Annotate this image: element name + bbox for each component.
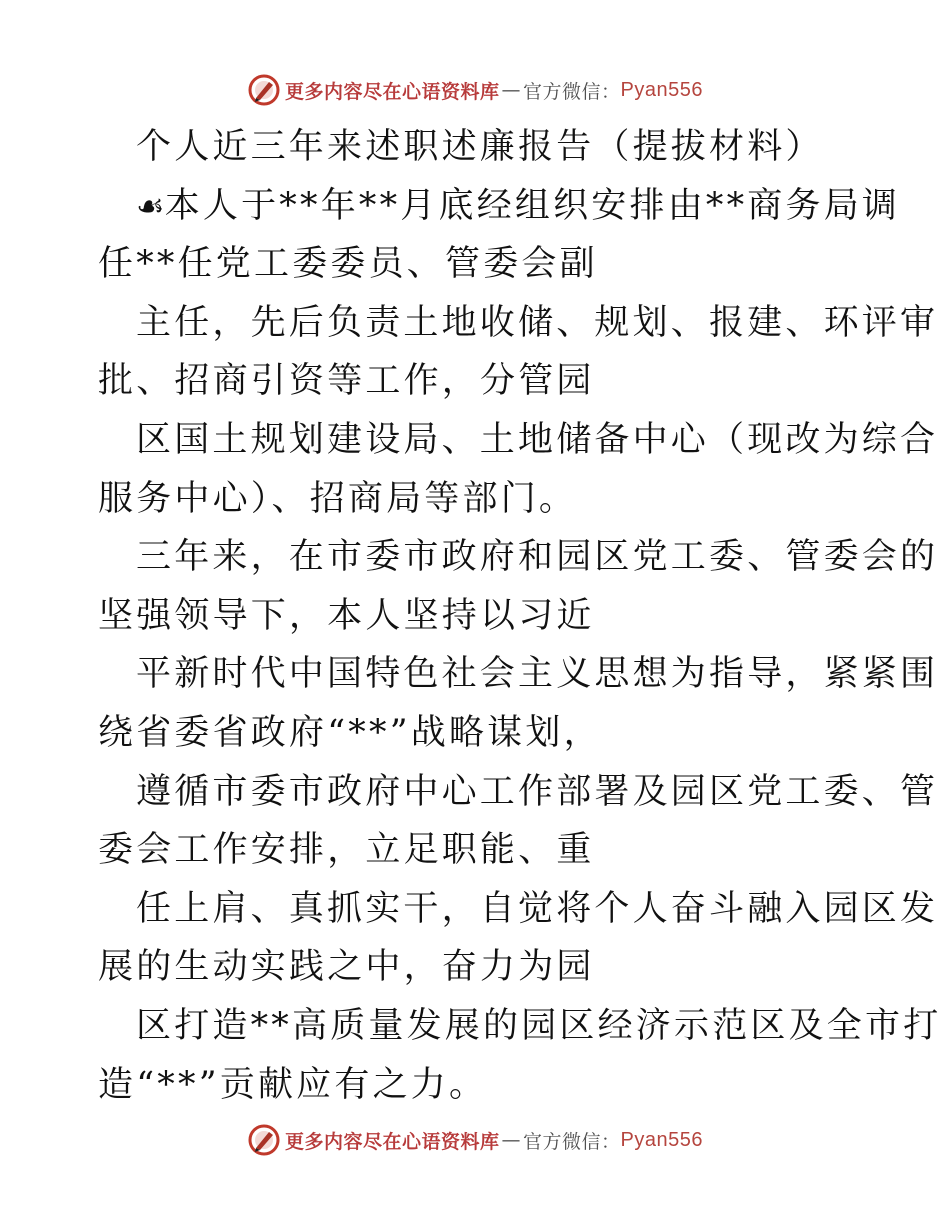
paragraph-line: 区打造**高质量发展的园区经济示范区及全市打 (136, 1005, 942, 1046)
banner-site-name: 更多内容尽在心语资料库 (285, 1130, 500, 1153)
paragraph-line (98, 177, 901, 236)
banner-site-name: 更多内容尽在心语资料库 (285, 80, 500, 103)
pen-nib-logo-icon (247, 73, 281, 107)
paragraph-line: 委会工作安排，立足职能、重 (98, 830, 595, 871)
paragraph-line: 主任，先后负责土地收储、规划、报建、环评审 (136, 302, 939, 343)
line-text: 本人于**年**月底经组织安排由**商务局调 (164, 185, 901, 226)
banner-wechat-id: Pyan556 (620, 1128, 703, 1151)
paragraph-line: 遵循市委市政府中心工作部署及园区党工委、管 (136, 771, 939, 812)
paragraph-line: 区国土规划建设局、土地储备中心（现改为综合 (136, 419, 939, 460)
paragraph-line: 坚强领导下，本人坚持以习近 (98, 595, 595, 636)
banner-wechat-label: 官方微信： (523, 80, 621, 103)
header-watermark-banner (0, 70, 950, 110)
banner-wechat-label: 官方微信： (523, 1130, 621, 1153)
paragraph-line: 三年来，在市委市政府和园区党工委、管委会的 (136, 537, 939, 578)
banner-dash: — (501, 1129, 522, 1151)
paragraph-line: 展的生动实践之中，奋力为园 (98, 947, 595, 988)
banner-dash: — (501, 79, 522, 101)
paragraph-line: 造“**”贡献应有之力。 (98, 1064, 488, 1105)
paragraph-line: 绕省委省政府“**”战略谋划， (98, 712, 602, 753)
banner-wechat-id: Pyan556 (620, 78, 703, 101)
paragraph-line: 平新时代中国特色社会主义思想为指导，紧紧围 (136, 654, 939, 695)
paragraph-line: 任**任党工委委员、管委会副 (98, 244, 598, 285)
fleuron-ornament-icon: ☙ (136, 186, 165, 225)
footer-watermark-banner (0, 1120, 950, 1160)
paragraph-line: 服务中心）、招商局等部门。 (98, 478, 578, 519)
paragraph-line: 任上肩、真抓实干，自觉将个人奋斗融入园区发 (136, 888, 939, 929)
document-body (98, 118, 942, 1114)
pen-nib-logo-icon (247, 1123, 281, 1157)
paragraph-line: 批、招商引资等工作，分管园 (98, 361, 595, 402)
document-title: 个人近三年来述职述廉报告（提拔材料） (136, 127, 824, 167)
